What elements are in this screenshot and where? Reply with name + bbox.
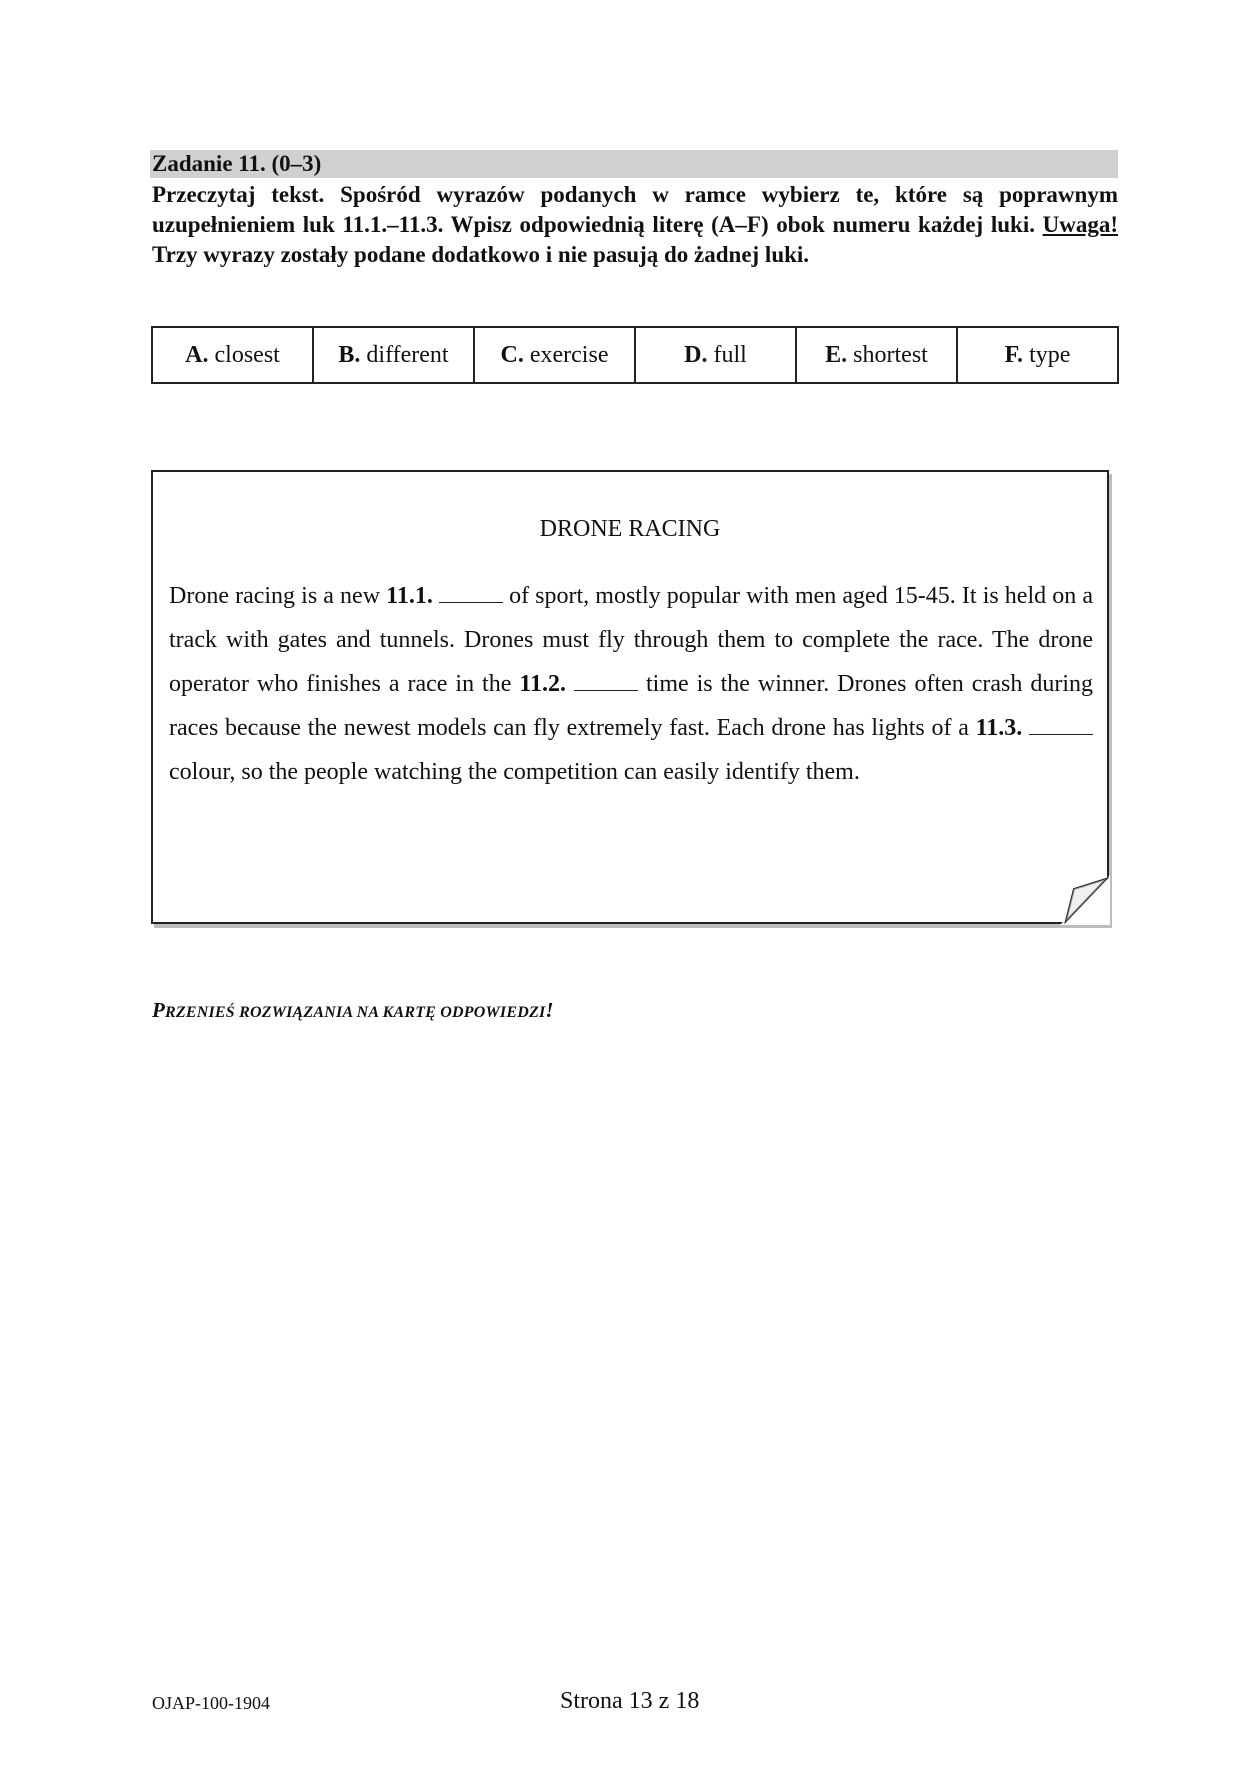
option-a: A. closest bbox=[152, 327, 313, 383]
instructions-text: Przeczytaj tekst. Spośród wyrazów podanych w ramce wybierz te, które są poprawnym uzupełnieniem luk 11.1.–11.3. Wpisz odpowiednią literę (A–F) obok numeru każdej luki. bbox=[152, 182, 1118, 237]
exam-code: OJAP-100-1904 bbox=[152, 1693, 271, 1713]
text-body: Drone racing is a new 11.1. of sport, mostly popular with men aged 15-45. It is held on a track with gates and tunnels. Drones must fly through them to complete the race. The drone operator who finishes a race in the 11.2. time is the winner. Drones often crash during races because the newest models can fly extremely fast. Each drone has lights of a 11.3. colour, so the people watching the competition can easily identify them. bbox=[169, 583, 1094, 785]
note-text: Trzy wyrazy zostały podane dodatkowo i nie pasują do żadnej luki. bbox=[152, 242, 810, 267]
reading-text-card bbox=[151, 470, 1109, 924]
gap-label-11-2: 11.2. bbox=[519, 671, 567, 697]
task-header: Zadanie 11. (0–3) bbox=[150, 150, 1118, 178]
word-options-box bbox=[151, 326, 1119, 384]
option-e: E. shortest bbox=[796, 327, 957, 383]
page-curl-icon bbox=[1060, 875, 1110, 925]
gap-label-11-1: 11.1. bbox=[386, 583, 433, 609]
option-d: D. full bbox=[635, 327, 796, 383]
text-title: DRONE RACING bbox=[539, 516, 721, 542]
note-label: Uwaga! bbox=[1042, 212, 1118, 237]
task-instructions bbox=[152, 180, 1118, 270]
option-b: B. different bbox=[313, 327, 474, 383]
option-f: F. type bbox=[957, 327, 1118, 383]
transfer-answers-note: PRZENIEŚ ROZWIĄZANIA NA KARTĘ ODPOWIEDZI! bbox=[152, 998, 554, 1022]
page-number: Strona 13 z 18 bbox=[560, 1688, 700, 1714]
gap-11-2[interactable] bbox=[574, 670, 638, 691]
gap-label-11-3: 11.3. bbox=[975, 715, 1023, 741]
option-c: C. exercise bbox=[474, 327, 635, 383]
gap-11-1[interactable] bbox=[439, 582, 503, 603]
gap-11-3[interactable] bbox=[1029, 714, 1093, 735]
